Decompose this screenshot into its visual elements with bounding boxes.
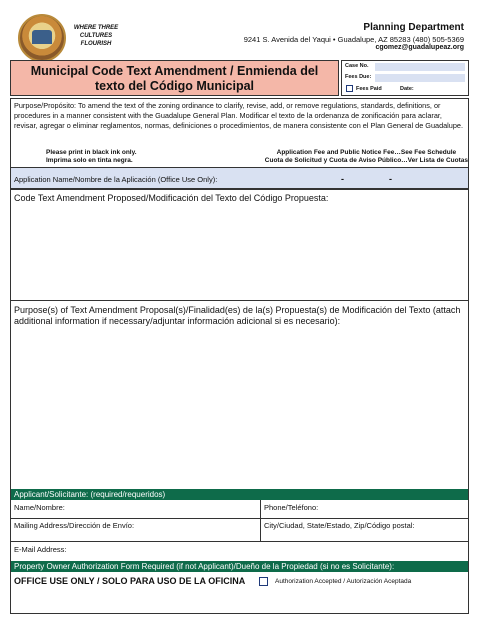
department-name: Planning Department (363, 22, 464, 33)
case-no-field[interactable] (375, 63, 465, 71)
motto: WHERE THREE CULTURES FLOURISH (73, 25, 119, 47)
email-label: E-Mail Address: (14, 545, 67, 554)
application-name-label: Application Name/Nombre de la Aplicación (Office Use Only): (14, 175, 218, 184)
phone-field[interactable] (261, 500, 468, 518)
code-text-area[interactable] (11, 204, 468, 300)
fees-due-field[interactable] (375, 74, 465, 82)
purpose-paragraph: Purpose/Propósito: To amend the text of the zoning ordinance to clarify, revise, add, or remove regulations, standards, definitions, or procedures in a manner consistent with the Guadalupe General Plan. Modificar el texto de la ordenanza de zonificación para aclarar, revisar, agregar o eliminar reglamentos, normas, definiciones o procedimientos, de manera consistente con el Plan General de Guadalupe. (10, 98, 469, 172)
ink-instruction-es: Imprima solo en tinta negra. (46, 157, 133, 164)
application-name-field[interactable] (10, 167, 469, 189)
case-no-label: Case No. (345, 63, 369, 69)
office-info-box (341, 60, 469, 96)
fee-instruction-en: Application Fee and Public Notice Fee…See Fee Schedule (276, 149, 457, 156)
ink-instructions (46, 149, 137, 165)
fees-due-label: Fees Due: (345, 74, 372, 80)
city-state-zip-field[interactable] (261, 519, 468, 541)
name-field[interactable] (11, 500, 260, 518)
department-email: cgomez@guadalupeaz.org (375, 44, 464, 51)
application-name-dash-1: - (341, 174, 344, 184)
owner-authorization-bar: Property Owner Authorization Form Required (if not Applicant)/Dueño de la Propiedad (si no es Solicitante): (11, 561, 468, 572)
city-state-zip-label: City/Ciudad, State/Estado, Zip/Código postal: (264, 521, 415, 530)
form-title (10, 60, 339, 96)
fee-instruction-es: Cuota de Solicitud y Cuota de Aviso Público…Ver Lista de Cuotas (264, 157, 468, 164)
authorization-accepted-checkbox[interactable] (259, 577, 268, 586)
fees-paid-checkbox[interactable] (346, 85, 353, 92)
authorization-accepted-label: Authorization Accepted / Autorización Aceptada (275, 578, 412, 585)
form-title-line2: texto del Código Municipal (94, 79, 255, 93)
application-name-dash-2: - (389, 174, 392, 184)
fee-instructions (265, 149, 468, 165)
email-field[interactable] (11, 542, 468, 561)
date-label: Date: (400, 86, 414, 92)
divider (11, 300, 468, 301)
form-body (10, 189, 469, 614)
mailing-address-label: Mailing Address/Dirección de Envío: (14, 521, 135, 530)
office-use-only-label: OFFICE USE ONLY / SOLO PARA USO DE LA OFICINA (14, 576, 246, 586)
mailing-address-field[interactable] (11, 519, 260, 541)
ink-instruction-en: Please print in black ink only. (46, 149, 137, 156)
department-address: 9241 S. Avenida del Yaqui • Guadalupe, AZ 85283 (480) 505-5369 (243, 35, 464, 44)
form-title-line1: Municipal Code Text Amendment / Enmienda del (30, 64, 319, 78)
applicant-header: Applicant/Solicitante: (required/requeridos) (11, 489, 468, 500)
purposes-label: Purpose(s) of Text Amendment Proposal(s)/Finalidad(es) de la(s) Propuesta(s) de Modificación del Texto (attach additional information if necessary/adjuntar información adicional si es necesario): (14, 305, 461, 326)
purposes-text-area[interactable] (11, 330, 468, 488)
phone-label: Phone/Teléfono: (264, 503, 319, 512)
fees-paid-label: Fees Paid (356, 86, 382, 92)
name-label: Name/Nombre: (14, 503, 65, 512)
city-seal-logo (18, 14, 66, 62)
code-text-label: Code Text Amendment Proposed/Modificación del Texto del Código Propuesta: (14, 193, 329, 203)
